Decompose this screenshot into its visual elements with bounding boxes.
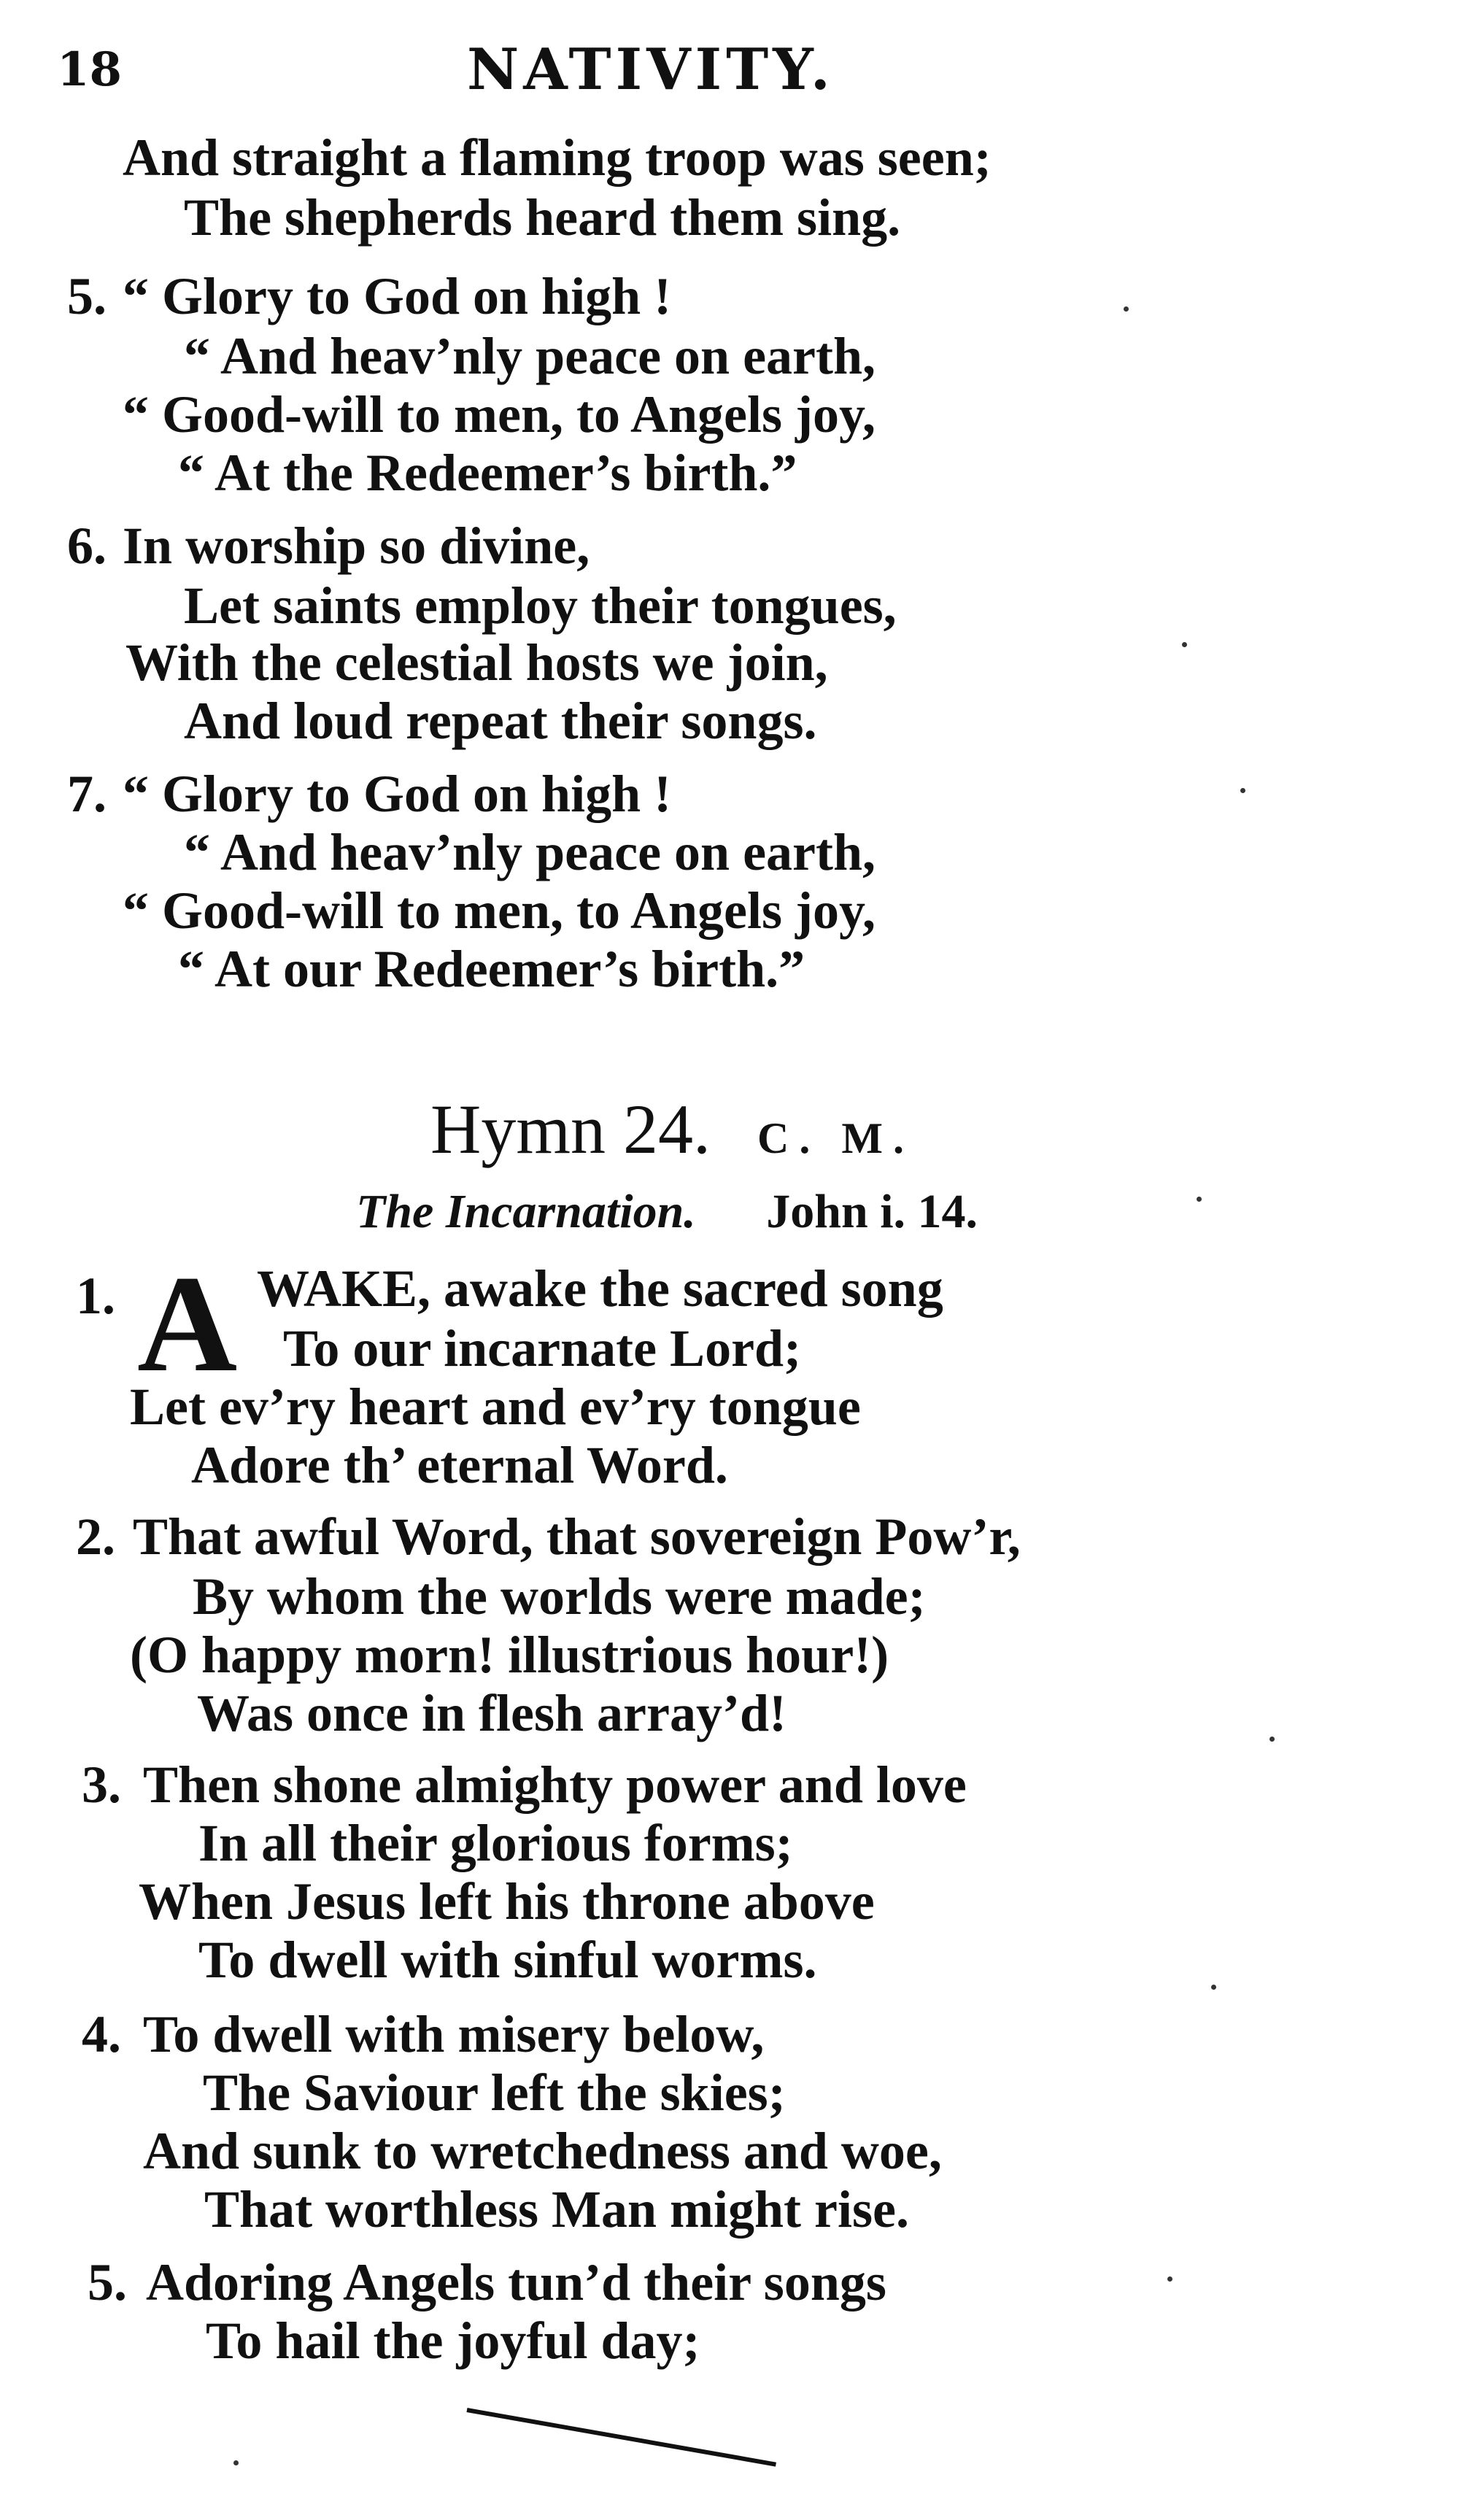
verse-line: That worthless Man might rise. — [204, 2180, 909, 2239]
verse-line: To hail the joyful day; — [206, 2311, 700, 2370]
page-number: 18 — [57, 42, 123, 97]
verse-number: 3. — [82, 1756, 121, 1814]
ink-speck — [1167, 2276, 1172, 2282]
verse-number: 5. — [67, 267, 107, 325]
verse-line: Adoring Angels tun’d their songs — [146, 2253, 886, 2311]
verse-line: Adore th’ eternal Word. — [191, 1436, 728, 1494]
hymn-title — [430, 1090, 914, 1168]
drop-cap: A — [137, 1248, 238, 1401]
verse-line: WAKE, awake the sacred song — [257, 1259, 943, 1318]
hymn-meter: C. M. — [757, 1114, 914, 1162]
verse-line: The Saviour left the skies; — [203, 2063, 786, 2122]
verse-line: “ And heav’nly peace on earth, — [184, 327, 876, 385]
ink-speck — [1269, 1737, 1275, 1742]
verse-line: “ Glory to God on high ! — [123, 267, 672, 325]
verse-line: “ Glory to God on high ! — [123, 765, 672, 823]
verse-line: “ Good-will to men, to Angels joy, — [123, 881, 876, 940]
verse-line: In all their glorious forms; — [198, 1814, 793, 1872]
verse-line: To dwell with misery below, — [143, 2005, 765, 2063]
verse-number: 2. — [76, 1507, 115, 1566]
ink-speck — [1197, 1197, 1202, 1202]
verse-line: Then shone almighty power and love — [143, 1756, 967, 1814]
verse-number: 1. — [76, 1267, 115, 1325]
ink-speck — [1240, 788, 1245, 793]
verse-line: And sunk to wretchedness and woe, — [143, 2122, 942, 2180]
hymn-theme: The Incarnation. — [356, 1185, 696, 1238]
verse-line: When Jesus left his throne above — [139, 1872, 875, 1931]
scripture-reference: John i. 14. — [766, 1185, 978, 1238]
ornament-rule — [466, 2408, 776, 2467]
verse-line: By whom the worlds were made; — [193, 1567, 926, 1626]
ink-speck — [1124, 306, 1129, 312]
running-title: NATIVITY. — [467, 36, 835, 103]
verse-line: “ Good-will to men, to Angels joy, — [123, 385, 876, 444]
verse-number: 6. — [67, 517, 107, 575]
verse-line: Was once in flesh array’d! — [197, 1684, 787, 1742]
hymn-subtitle — [356, 1185, 978, 1238]
verse-line: “ At the Redeemer’s birth.” — [178, 444, 797, 502]
verse-line: And straight a flaming troop was seen; — [123, 128, 992, 187]
verse-number: 5. — [88, 2253, 127, 2311]
verse-line: “ At our Redeemer’s birth.” — [178, 940, 805, 998]
hymn-number: Hymn 24. — [430, 1090, 711, 1168]
verse-number: 4. — [82, 2005, 121, 2063]
page-header — [0, 29, 1484, 109]
verse-number: 7. — [67, 765, 107, 823]
verse-line: Let saints employ their tongues, — [184, 576, 897, 635]
verse-line: In worship so divine, — [123, 517, 590, 575]
verse-line: Let ev’ry heart and ev’ry tongue — [130, 1378, 861, 1436]
ink-speck — [1182, 642, 1187, 647]
verse-line: To our incarnate Lord; — [283, 1319, 802, 1378]
verse-line: To dwell with sinful worms. — [198, 1931, 817, 1989]
verse-line: (O happy morn! illustrious hour!) — [130, 1626, 889, 1684]
verse-line: “ And heav’nly peace on earth, — [184, 823, 876, 881]
verse-line: With the celestial hosts we join, — [125, 633, 828, 692]
verse-line: And loud repeat their songs. — [184, 692, 817, 750]
verse-line: That awful Word, that sovereign Pow’r, — [133, 1507, 1021, 1566]
ink-speck — [1211, 1985, 1216, 1990]
ink-speck — [233, 2460, 239, 2465]
verse-line: The shepherds heard them sing. — [184, 188, 901, 247]
